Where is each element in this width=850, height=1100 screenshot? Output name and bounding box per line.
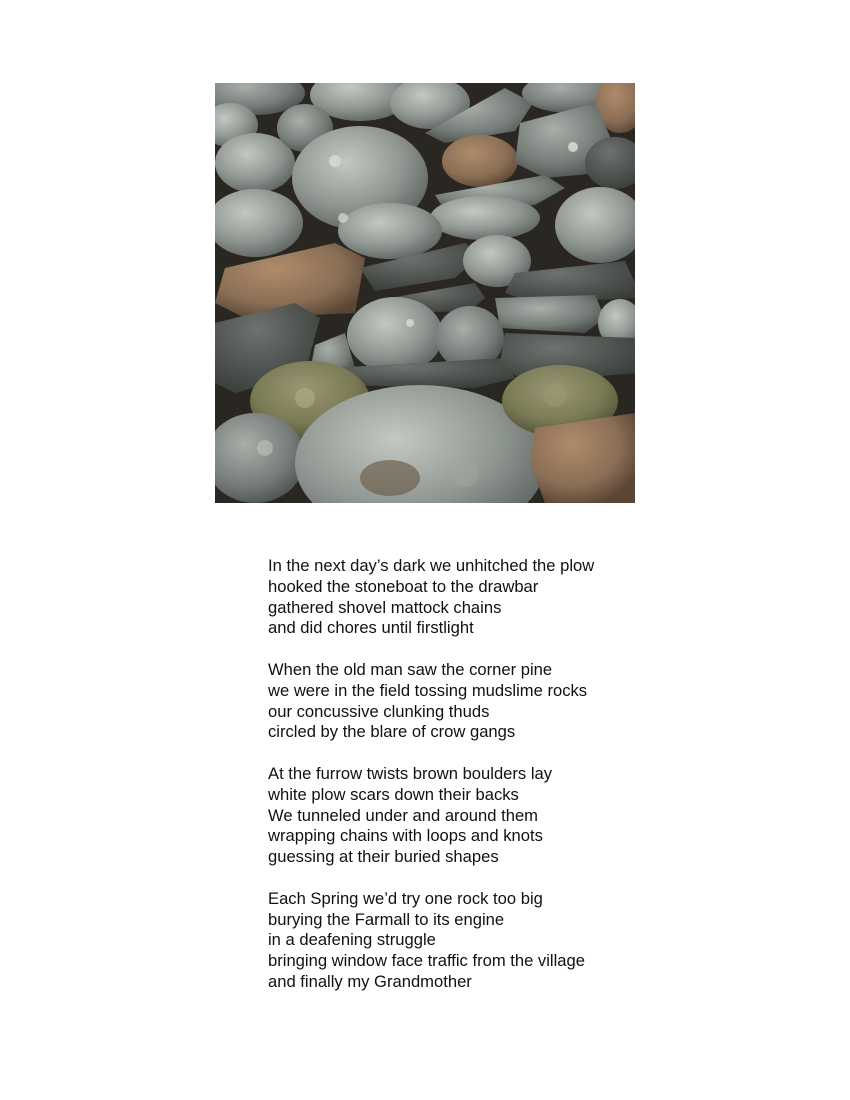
poem-line: we were in the field tossing mudslime rocks — [268, 680, 588, 700]
poem-line: burying the Farmall to its engine — [268, 909, 505, 929]
stanza — [268, 660, 828, 743]
poem-line: hooked the stoneboat to the drawbar — [268, 576, 539, 596]
poem-line: We tunneled under and around them — [268, 805, 538, 825]
poem-line: in a deafening struggle — [268, 930, 436, 950]
poem-line: wrapping chains with loops and knots — [268, 826, 543, 846]
poem — [268, 556, 828, 1014]
poem-line: In the next day’s dark we unhitched the plow — [268, 556, 595, 575]
stone-wall-photo — [215, 83, 635, 503]
poem-line: bringing window face traffic from the village — [268, 951, 585, 971]
poem-line: When the old man saw the corner pine — [268, 659, 553, 679]
poem-line: our concussive clunking thuds — [268, 701, 490, 721]
poem-line: and did chores until firstlight — [268, 618, 474, 638]
poem-line: gathered shovel mattock chains — [268, 597, 502, 617]
poem-line: At the furrow twists brown boulders lay — [268, 763, 553, 783]
stanza — [268, 764, 828, 868]
poem-line: Each Spring we’d try one rock too big — [268, 888, 543, 908]
poem-line: and finally my Grandmother — [268, 971, 472, 991]
poem-line: circled by the blare of crow gangs — [268, 722, 516, 742]
stanza — [268, 556, 828, 639]
poem-line: guessing at their buried shapes — [268, 847, 499, 867]
stanza — [268, 889, 828, 993]
poem-line: white plow scars down their backs — [268, 784, 519, 804]
